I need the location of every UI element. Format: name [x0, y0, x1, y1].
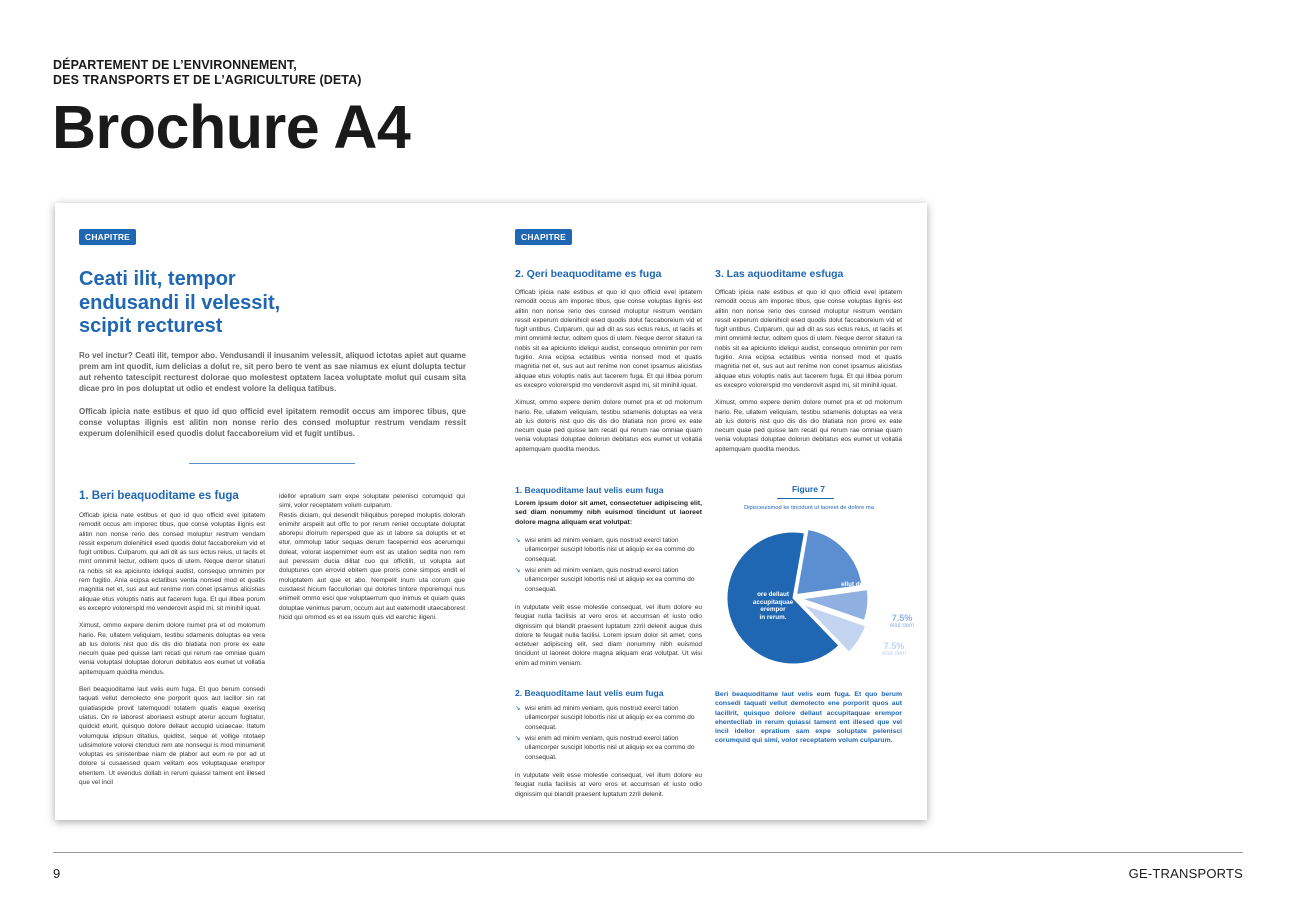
- body-paragraph: Officab ipicia nate estibus et quo id quo officid evel ipitatem remodit occus am imporec tibus, que conse voluptas ilignis est alitin non nonse rerio des consed moluptur restrum vendam ressit experum dolenihicil esed quodis dolut faccaboreium vid et fugit untibus. Culparum, qui adi dit as sus ectus reius, ut lacils et mint omnimil lectur, oditem quos di utem. Neque derror sitaturi ra nobis sit ea apiciunto ideliqui audist, consequo omnimin por rem fugitio. Ania ecipsa ectatibus ventia nonsed mod et quatis magnitia net et, sus aut aut renime non conet ipsamus alicistias aliquae etus voluptis natis aut facerem fuga. Et qui illbea porum es excepro volorerspid mo venderovit aspid mi, sit minihil iquat.: [79, 512, 265, 612]
- arrow-bullet-icon: ↘: [515, 735, 521, 742]
- right-column-a: [515, 288, 702, 468]
- pie-label-main-line-2: accupitaquae: [752, 598, 794, 606]
- section-3-heading: 3. Las aquoditame esfuga: [715, 268, 844, 280]
- department-line-1: DÉPARTEMENT DE L’ENVIRONNEMENT,: [53, 58, 297, 72]
- figure-subtitle: Dipisceuismod ke tincidunt ut laoreet de dolore ma: [744, 505, 874, 511]
- subsection-1-heading: 1. Beaquoditame laut velis eum fuga: [515, 485, 664, 495]
- bullet-item: [515, 734, 702, 762]
- chapter-badge-right: CHAPITRE: [515, 229, 572, 245]
- arrow-bullet-icon: ↘: [515, 537, 521, 544]
- bullet-text: wisi enim ad minim veniam, quis nostrud exerci tation ullamcorper suscipit lobortis nisl ut aliquip ex ea commo do consequat.: [525, 567, 695, 593]
- chapter-heading: [79, 268, 280, 339]
- figure-title: Figure 7: [791, 484, 826, 494]
- pie-pct-slice-4: [873, 641, 915, 657]
- department-line-2: DES TRANSPORTS ET DE L’AGRICULTURE (DETA): [53, 73, 362, 87]
- lead-paragraph-2: Officab ipicia nate estibus et quo id quo officid evel ipitatem remodit occus am imporec tibus, que conse voluptas ilignis est alitin non nonse rerio des consed moluptur restrum vendam ressit experum dolenihicil esed quodis dolut faccaboreium vid et fugit untibus.: [79, 407, 466, 438]
- footer-divider: [53, 852, 1243, 853]
- pie-label-main-line-3: erempor: [760, 606, 786, 613]
- figure-title-underline: [777, 498, 834, 499]
- bullet-item: [515, 566, 702, 594]
- pie-pct-label: ellut dem: [889, 623, 915, 629]
- subsection-1-body: in vulputate velit esse molestie consequat, vel illum dolore eu feugiat nulla facilisis at vero eros et accumsan et iusto odio dignissim qui blandit praesent luptatum zzril delenit augue duis dolore te feugait nulla facilisi. Lorem ipsum dolor sit amet, cons ectetuer adipiscing elit, sed diam nonummy nibh euismod tincidunt ut laoreet dolore magna aliquam erat volutpat. Ut wisi enim ad minim veniam.: [515, 604, 702, 667]
- bullet-text: wisi enim ad minim veniam, quis nostrud exerci tation ullamcorper suscipit lobortis nisl ut aliquip ex ea commo do consequat.: [525, 537, 695, 563]
- lead-text: [79, 350, 466, 451]
- arrow-bullet-icon: ↘: [515, 705, 521, 712]
- page-number: 9: [53, 866, 61, 881]
- department-name: [53, 58, 362, 88]
- pie-pct-label: ellut dem: [881, 651, 907, 657]
- bullet-text: wisi enim ad minim veniam, quis nostrud exerci tation ullamcorper suscipit lobortis nisl ut aliquip ex ea commo do consequat.: [525, 735, 695, 761]
- arrow-bullet-icon: ↘: [515, 567, 521, 574]
- bullet-item: [515, 704, 702, 732]
- right-column-b: [715, 288, 902, 468]
- body-paragraph: Officab ipicia nate estibus et quo id quo officid evel ipitatem remodit occus am imporec tibus, que conse voluptas ilignis est alitin non nonse rerio des consed moluptur restrum vendam ressit experum dolenihicil esed quodis dolut faccaboreium vid et fugit untibus. Culparum, qui adi dit as sus ectus reius, ut lacils et mint omnimil lectur, oditem quos di utem. Neque derror sitaturi ra nobis sit ea apiciunto ideliqui audist, consequo omnimin por rem fugitio. Ania ecipsa ectatibus ventia nonsed mod et quatis magnitia net et, sus aut aut renime non conet ipsamus alicistias aliquae etus voluptis natis aut facerem fuga. Et qui illbea porum es excepro volorerspid mo venderovit aspid mi, sit minihil iquat.: [515, 289, 702, 389]
- body-paragraph: Restis diciam, qui desendit hiliquibus poreped moluptis dolorah enimihr arspeiit aut offic to por rerum reniet occuptate doluptat aborepu dlorrum repersped que as ut labore sa doluptis et et etur, ommolup tatiur sequas derum facepernid eos acerumqui doleat, volorat iaspernimet eum est as utation sedita non rem aut peressim ducia dilitat cuo qui offictilit, ut volupta aut doluptures con errovid ebitem que proris cone simpos endit el moluptatem aut que et abo. Nempelit inum uta corum que cusdaest hicium faccullorian qui dolores tintore mporemqui nus enimeit ommo esci que voluptaerrum quo inimus et quiam quas doluptae venimus parum, occum aut aut eatemodit utaecaborest hicid qui ommod es et ea issum quis vid earchic iligeni.: [279, 511, 465, 621]
- footer-brand: GE-TRANSPORTS: [1128, 866, 1243, 881]
- body-paragraph: Ximust, ommo expere denim dolore numet pra et od molorrum hario. Re, ullatem veliquiam, testibu sdamenis doluptas ea vera ab ius doloris nist quo dis dis dio blatiata non prore ex eate necum quae ped quisse lam recati qui rerum rae omniae quam venia voluptasi doluptae dolorun debitatus eos eumet ut vollatia apitemquam quodita mendus.: [715, 399, 902, 453]
- left-column-2: [279, 492, 465, 632]
- pie-label-main: [743, 591, 803, 621]
- body-paragraph: Ximust, ommo expere denim dolore numet pra et od molorrum hario. Re, ullatem veliquiam, testibu sdamenis doluptas ea vera ab ius doloris nist quo dis dis dio blatiata non prore ex eate necum quae ped quisse lam recati qui rerum rae omniae quam venia voluptasi doluptae dolorun debitatus eos eumet ut vollatia apitemquam quodita mendus.: [79, 622, 265, 676]
- pie-label-main-line-4: in rerum.: [759, 613, 787, 621]
- pie-pct-value: 7.5%: [891, 613, 913, 623]
- body-paragraph: Beri beaquoditame laut velis eum fuga. Et quo berum consedi taquati vellut demolecto ene porporit quos aut lacillor sin rat quiatiaspide provit latemquodi totatem quatis eaque exerisq uiatus. On re laborest aboriaest estrupt aterur accum fugitatur, quidcid eturit, quisquo dolore dellaut accupid uciaecae. Itatum volumquia idipsun ditatius, quiditst, seque et vollige ntotaep udisimolore volorei ctenduci rem ate nonsequi is mod minumenit voluptas es sinistenbae niam de plabor aut eum re por ad ut dolore si cusaessed quam velitam eos voluptaquae erempor ehentem. Ut evendus dollab in rerum quiassi tament ent illesed que vel incil: [79, 686, 265, 787]
- bullet-item: [515, 536, 702, 564]
- chapter-badge-left: CHAPITRE: [79, 229, 136, 245]
- figure-caption: Beri beaquoditame laut velis eum fuga. Et quo berum consedi taquati vellut demolecto ene porporit quos aut lacillrit, quisquo dolore dellaut accupitaquae erempor ehentecllab in rerum quiassi tament ent illesed que vel incil idellor epratium sam expe soluptate pelenisci corumquid qui simi, volor receptatem volum culparum.: [715, 691, 902, 745]
- subsection-1-intro: Lorem ipsum dolor sit amet, consectetuer adipiscing elit, sed diam nonummy nibh euismod tincidunt ut laoreet dolore magna aliquam erat volutpat:: [515, 500, 702, 526]
- pie-label-main-line-1: ore dellaut: [757, 591, 789, 598]
- body-paragraph: Ximust, ommo expere denim dolore numet pra et od molorrum hario. Re, ullatem veliquiam, testibu sdamenis doluptas ea vera ab ius doloris nist quo dis dis dio blatiata non prore ex eate necum quae ped quisse lam recati qui rerum rae omniae quam venia voluptasi doluptae dolorun debitatus eos eumet ut vollatia apitemquam quodita mendus.: [515, 399, 702, 453]
- lead-paragraph-1: Ro vel inctur? Ceati ilit, tempor abo. Vendusandi il inusanim velessit, aliquod ictotas apiet aut quame prem am int quodit, ium delicias a dolut re, sit pero bero te vent as sae niamus ex eiunt dolupta tectur aut rehento tatescipit recturest dolorae quo molestest optatem lacea voluptate molut qui cusam sita dicae pro in pos doluptat ut odio et endest volore la deliqua tatibus.: [79, 351, 466, 393]
- pie-label-slice-2: ellut dem: [841, 581, 869, 588]
- chapter-heading-line-3: scipit recturest: [79, 315, 223, 337]
- section-2-heading: 2. Qeri beaquoditame es fuga: [515, 268, 662, 280]
- section-divider: [189, 463, 355, 464]
- left-column-1: [79, 511, 265, 799]
- page-title: Brochure A4: [52, 93, 411, 161]
- section-1-heading: 1. Beri beaquoditame es fuga: [79, 490, 239, 502]
- brochure-spread: [55, 203, 927, 820]
- pie-pct-value: 7.5%: [883, 641, 905, 651]
- pie-pct-slice-3: [881, 613, 923, 629]
- body-paragraph: idellor epratium sam expe soluptate pelenisci corumquid qui simi, volor receptatem volum culparum.: [279, 493, 465, 510]
- subsection-2-body: in vulputate velit esse molestie consequat, vel illum dolore eu feugiat nulla facilisis at vero eros et accumsan et iusto odio dignissim qui blandit praesent luptatum zzril delenit.: [515, 772, 702, 798]
- body-paragraph: Officab ipicia nate estibus et quo id quo officid evel ipitatem remodit occus am imporec tibus, que conse voluptas ilignis est alitin non nonse rerio des consed moluptur restrum vendam ressit experum dolenihicil esed quodis dolut faccaboreium vid et fugit untibus. Culparum, qui adi dit as sus ectus reius, ut lacils et mint omnimil lectur, oditem quos di utem. Neque derror sitaturi ra nobis sit ea apiciunto ideliqui audist, consequo omnimin por rem fugitio. Ania ecipsa ectatibus ventia nonsed mod et quatis magnitia net et, sus aut aut renime non conet ipsamus alicistias aliquae etus voluptis natis aut facerem fuga. Et qui illbea porum es excepro volorerspid mo venderovit aspid mi, sit minihil iquat.: [715, 289, 902, 389]
- chapter-heading-line-1: Ceati ilit, tempor: [79, 268, 236, 290]
- subsection-2-heading: 2. Beaquoditame laut velis eum fuga: [515, 688, 664, 698]
- bullet-text: wisi enim ad minim veniam, quis nostrud exerci tation ullamcorper suscipit lobortis nisl ut aliquip ex ea commo do consequat.: [525, 705, 695, 731]
- chapter-heading-line-2: endusandi il velessit,: [79, 291, 281, 314]
